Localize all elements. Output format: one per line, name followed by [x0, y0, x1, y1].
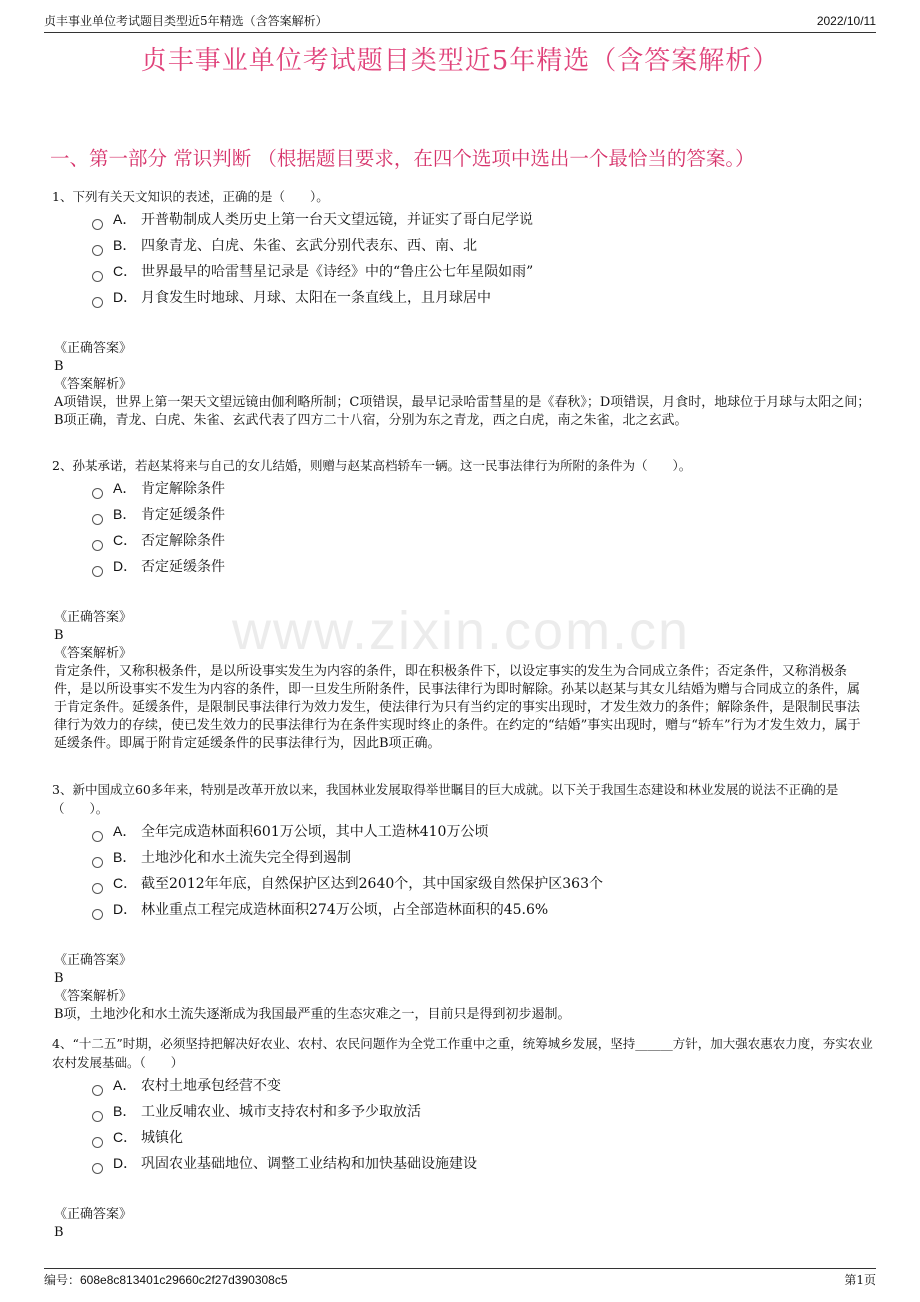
option-c[interactable]: C． 世界最早的哈雷彗星记录是《诗经》中的“鲁庄公七年星陨如雨”	[92, 258, 876, 284]
radio-icon[interactable]	[92, 857, 103, 868]
radio-icon[interactable]	[92, 1085, 103, 1096]
radio-icon[interactable]	[92, 1137, 103, 1148]
page-footer	[44, 1268, 876, 1287]
option-b[interactable]: B． 四象青龙、白虎、朱雀、玄武分别代表东、西、南、北	[92, 232, 876, 258]
question-text: 3、新中国成立60多年来，特别是改革开放以来，我国林业发展取得举世瞩目的巨大成就。以下关于我国生态建设和林业发展的说法不正确的是（ ）。	[52, 782, 839, 816]
explanation-label: 《答案解析》	[54, 377, 133, 392]
explanation-text: B项，土地沙化和水土流失逐渐成为我国最严重的生态灾难之一，目前只是得到初步遏制。	[54, 1007, 571, 1022]
radio-icon[interactable]	[92, 297, 103, 308]
explanation-text: A项错误，世界上第一架天文望远镜由伽利略所制；C项错误，最早记录哈雷彗星的是《春秋》；D项错误，月食时，地球位于月球与太阳之间；B项正确，青龙、白虎、朱雀、玄武代表了四方二十八宿，分别为东之青龙，西之白虎，南之朱雀，北之玄武。	[54, 395, 871, 428]
question-text: 4、“十二五”时期，必须坚持把解决好农业、农村、农民问题作为全党工作重中之重，统筹城乡发展，坚持______方针，加大强农惠农力度，夯实农业农村发展基础。（ ）	[52, 1036, 873, 1070]
radio-icon[interactable]	[92, 566, 103, 577]
radio-icon[interactable]	[92, 831, 103, 842]
radio-icon[interactable]	[92, 1111, 103, 1122]
section-heading: 一、第一部分 常识判断 （根据题目要求，在四个选项中选出一个最恰当的答案。）	[50, 147, 755, 170]
option-c[interactable]: C． 截至2012年年底，自然保护区达到2640个，其中国家级自然保护区363个	[92, 870, 876, 896]
option-b[interactable]: B． 工业反哺农业、城市支持农村和多予少取放活	[92, 1098, 876, 1124]
header-doc-title: 贞丰事业单位考试题目类型近5年精选（含答案解析）	[44, 14, 328, 28]
option-d[interactable]: D． 巩固农业基础地位、调整工业结构和加快基础设施建设	[92, 1150, 876, 1176]
answer-label: 《正确答案》	[54, 610, 133, 625]
radio-icon[interactable]	[92, 245, 103, 256]
page-number: 第1页	[844, 1273, 876, 1287]
page-header	[44, 12, 876, 33]
answer-value: B	[54, 971, 64, 986]
answer-value: B	[54, 628, 64, 643]
radio-icon[interactable]	[92, 1163, 103, 1174]
option-d[interactable]: D． 月食发生时地球、月球、太阳在一条直线上，且月球居中	[92, 284, 876, 310]
question-text: 2、孙某承诺，若赵某将来与自己的女儿结婚，则赠与赵某高档轿车一辆。这一民事法律行为所附的条件为（ ）。	[52, 458, 692, 473]
radio-icon[interactable]	[92, 909, 103, 920]
option-b[interactable]: B． 肯定延缓条件	[92, 501, 876, 527]
document-id: 编号：608e8c813401c29660c2f27d390308c5	[44, 1273, 288, 1287]
option-a[interactable]: A． 开普勒制成人类历史上第一台天文望远镜，并证实了哥白尼学说	[92, 206, 876, 232]
watermark: www.zixin.com.cn	[232, 601, 691, 661]
option-a[interactable]: A． 肯定解除条件	[92, 475, 876, 501]
explanation-text: 肯定条件，又称积极条件，是以所设事实发生为内容的条件，即在积极条件下，以设定事实的发生为合同成立条件；否定条件，又称消极条件，是以所设事实不发生为内容的条件，即一旦发生所附条件，民事法律行为即时解除。孙某以赵某与其女儿结婚为赠与合同成立的条件，属于肯定条件。延缓条件，是限制民事法律行为效力发生，使法律行为只有当约定的事实出现时，才发生效力的条件；解除条件，是限制民事法律行为效力的存续，使已发生效力的民事法律行为在条件实现时终止的条件。在约定的“结婚”事实出现时，赠与“轿车”行为才发生效力，属于延缓条件。即属于附肯定延缓条件的民事法律行为，因此B项正确。	[54, 664, 861, 751]
question-3	[52, 780, 876, 1024]
question-text: 1、下列有关天文知识的表述，正确的是（ ）。	[52, 189, 329, 204]
radio-icon[interactable]	[92, 271, 103, 282]
option-a[interactable]: A． 全年完成造林面积601万公顷，其中人工造林410万公顷	[92, 818, 876, 844]
radio-icon[interactable]	[92, 219, 103, 230]
option-c[interactable]: C． 城镇化	[92, 1124, 876, 1150]
question-4	[52, 1034, 876, 1242]
answer-value: B	[54, 1225, 64, 1240]
option-d[interactable]: D． 林业重点工程完成造林面积274万公顷，占全部造林面积的45.6%	[92, 896, 876, 922]
document-title: 贞丰事业单位考试题目类型近5年精选（含答案解析）	[140, 46, 780, 76]
answer-label: 《正确答案》	[54, 1207, 133, 1222]
question-1	[52, 187, 876, 430]
answer-value: B	[54, 359, 64, 374]
explanation-label: 《答案解析》	[54, 989, 133, 1004]
option-a[interactable]: A． 农村土地承包经营不变	[92, 1072, 876, 1098]
explanation-label: 《答案解析》	[54, 646, 133, 661]
radio-icon[interactable]	[92, 514, 103, 525]
radio-icon[interactable]	[92, 883, 103, 894]
answer-label: 《正确答案》	[54, 953, 133, 968]
answer-label: 《正确答案》	[54, 341, 133, 356]
header-date: 2022/10/11	[816, 14, 876, 28]
radio-icon[interactable]	[92, 488, 103, 499]
radio-icon[interactable]	[92, 540, 103, 551]
option-c[interactable]: C． 否定解除条件	[92, 527, 876, 553]
option-d[interactable]: D． 否定延缓条件	[92, 553, 876, 579]
question-2	[52, 456, 876, 753]
option-b[interactable]: B． 土地沙化和水土流失完全得到遏制	[92, 844, 876, 870]
